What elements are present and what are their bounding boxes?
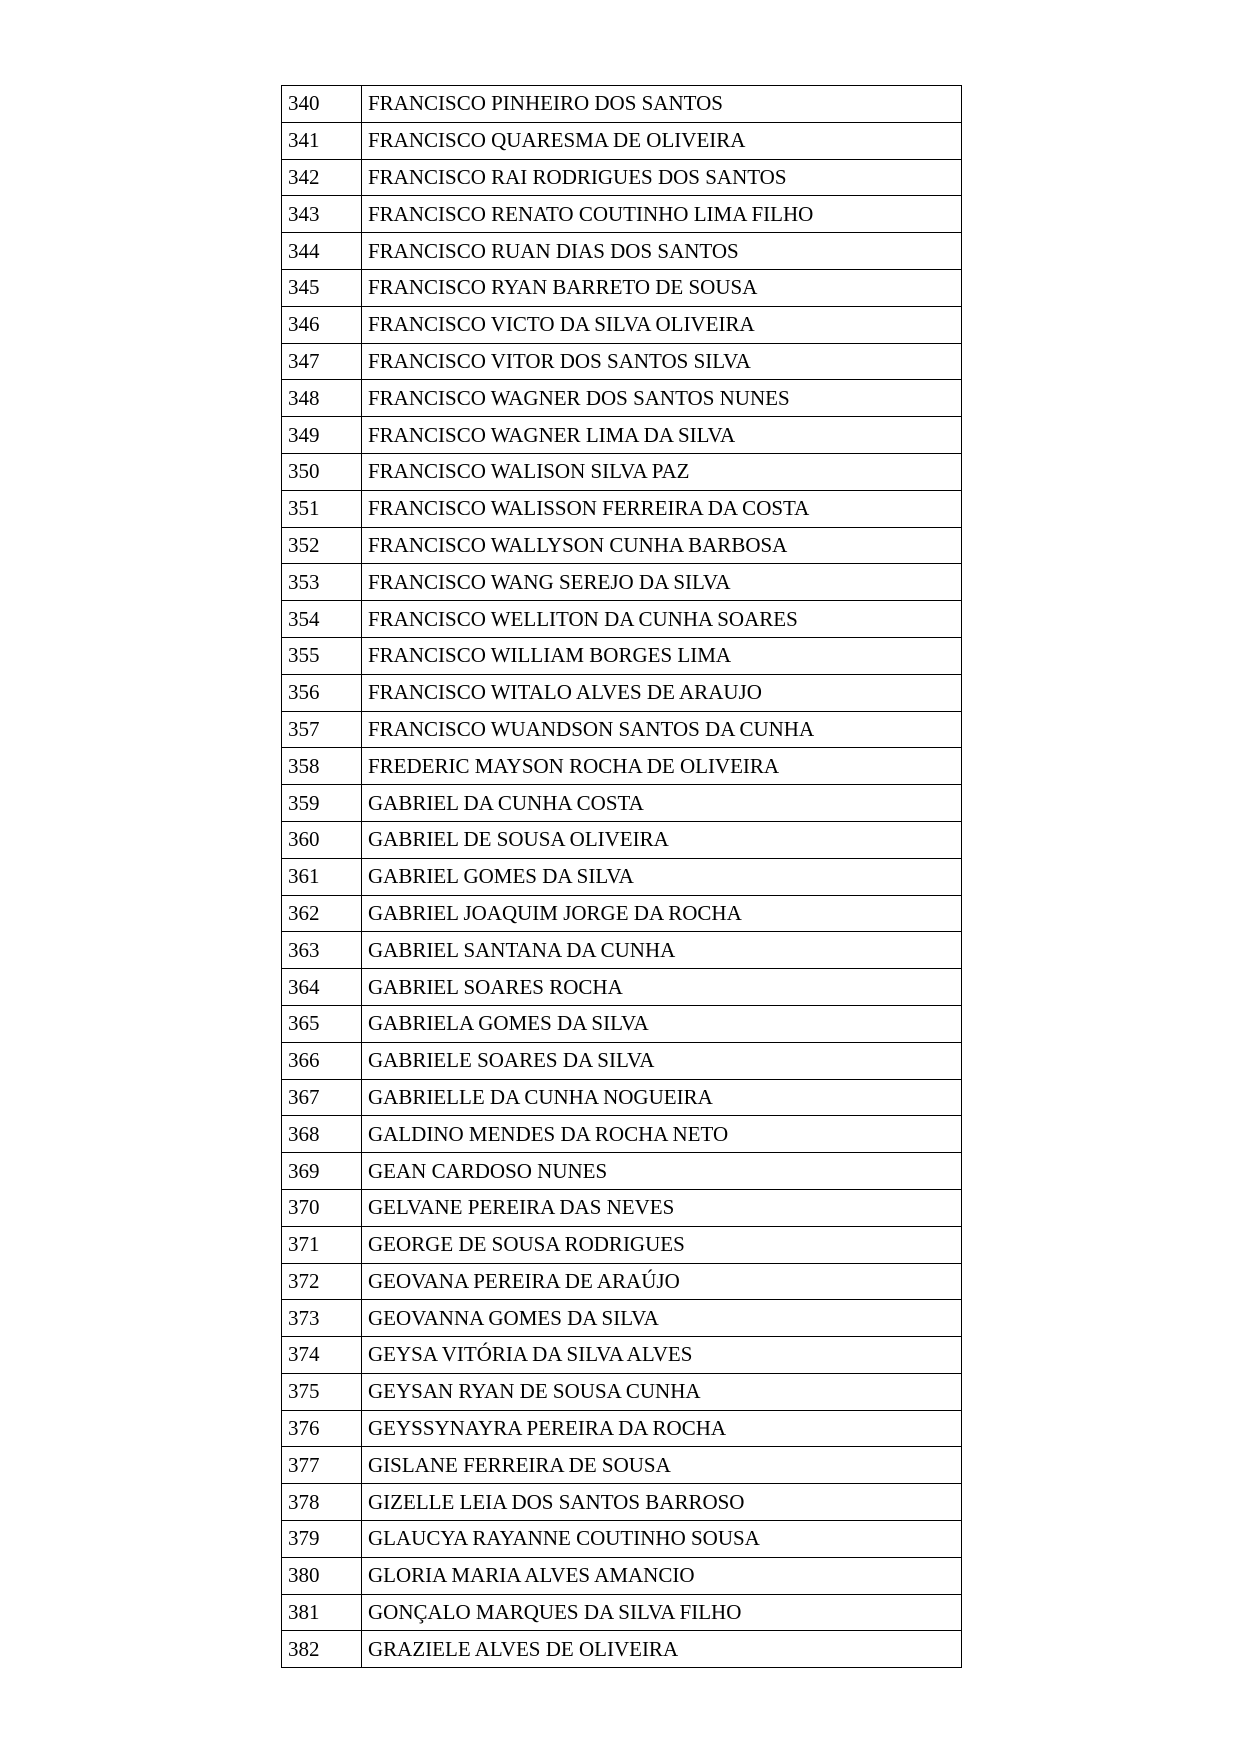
table-row: [282, 932, 962, 969]
person-name: FRANCISCO WALISON SILVA PAZ: [362, 453, 962, 490]
table-row: [282, 1300, 962, 1337]
row-number: 366: [282, 1042, 362, 1079]
person-name: GABRIEL GOMES DA SILVA: [362, 858, 962, 895]
person-name: FRANCISCO WANG SEREJO DA SILVA: [362, 564, 962, 601]
row-number: 378: [282, 1484, 362, 1521]
person-name: GABRIEL SANTANA DA CUNHA: [362, 932, 962, 969]
row-number: 370: [282, 1189, 362, 1226]
person-name: GABRIELA GOMES DA SILVA: [362, 1005, 962, 1042]
person-name: GABRIEL SOARES ROCHA: [362, 969, 962, 1006]
person-name: FRANCISCO WAGNER LIMA DA SILVA: [362, 417, 962, 454]
person-name: GABRIEL JOAQUIM JORGE DA ROCHA: [362, 895, 962, 932]
person-name: FREDERIC MAYSON ROCHA DE OLIVEIRA: [362, 748, 962, 785]
table-row: [282, 821, 962, 858]
table-row: [282, 1005, 962, 1042]
table-row: [282, 711, 962, 748]
table-row: [282, 490, 962, 527]
person-name: FRANCISCO QUARESMA DE OLIVEIRA: [362, 122, 962, 159]
person-name: FRANCISCO WUANDSON SANTOS DA CUNHA: [362, 711, 962, 748]
table-row: [282, 1042, 962, 1079]
row-number: 364: [282, 969, 362, 1006]
person-name: FRANCISCO WALLYSON CUNHA BARBOSA: [362, 527, 962, 564]
row-number: 373: [282, 1300, 362, 1337]
person-name: GABRIELE SOARES DA SILVA: [362, 1042, 962, 1079]
person-name: FRANCISCO WALISSON FERREIRA DA COSTA: [362, 490, 962, 527]
row-number: 358: [282, 748, 362, 785]
row-number: 344: [282, 233, 362, 270]
person-name: GIZELLE LEIA DOS SANTOS BARROSO: [362, 1484, 962, 1521]
table-row: [282, 269, 962, 306]
table-row: [282, 1484, 962, 1521]
table-row: [282, 785, 962, 822]
row-number: 380: [282, 1557, 362, 1594]
person-name: GEYSSYNAYRA PEREIRA DA ROCHA: [362, 1410, 962, 1447]
table-row: [282, 417, 962, 454]
row-number: 348: [282, 380, 362, 417]
table-row: [282, 306, 962, 343]
row-number: 368: [282, 1116, 362, 1153]
row-number: 351: [282, 490, 362, 527]
row-number: 350: [282, 453, 362, 490]
row-number: 367: [282, 1079, 362, 1116]
person-name: FRANCISCO WILLIAM BORGES LIMA: [362, 637, 962, 674]
row-number: 361: [282, 858, 362, 895]
person-name: GEOVANNA GOMES DA SILVA: [362, 1300, 962, 1337]
row-number: 377: [282, 1447, 362, 1484]
table-row: [282, 233, 962, 270]
row-number: 375: [282, 1373, 362, 1410]
table-row: [282, 1373, 962, 1410]
row-number: 342: [282, 159, 362, 196]
table-row: [282, 1189, 962, 1226]
table-row: [282, 1153, 962, 1190]
row-number: 372: [282, 1263, 362, 1300]
table-row: [282, 1557, 962, 1594]
row-number: 379: [282, 1521, 362, 1558]
table-row: [282, 527, 962, 564]
row-number: 381: [282, 1594, 362, 1631]
row-number: 341: [282, 122, 362, 159]
person-name: FRANCISCO RUAN DIAS DOS SANTOS: [362, 233, 962, 270]
person-name: FRANCISCO VITOR DOS SANTOS SILVA: [362, 343, 962, 380]
row-number: 357: [282, 711, 362, 748]
table-row: [282, 159, 962, 196]
person-name: GABRIELLE DA CUNHA NOGUEIRA: [362, 1079, 962, 1116]
row-number: 363: [282, 932, 362, 969]
row-number: 355: [282, 637, 362, 674]
row-number: 369: [282, 1153, 362, 1190]
row-number: 365: [282, 1005, 362, 1042]
row-number: 362: [282, 895, 362, 932]
row-number: 353: [282, 564, 362, 601]
person-name: GEOVANA PEREIRA DE ARAÚJO: [362, 1263, 962, 1300]
table-row: [282, 1631, 962, 1668]
person-name: GALDINO MENDES DA ROCHA NETO: [362, 1116, 962, 1153]
row-number: 374: [282, 1337, 362, 1374]
row-number: 382: [282, 1631, 362, 1668]
row-number: 352: [282, 527, 362, 564]
names-table-body: [282, 86, 962, 1668]
person-name: GABRIEL DE SOUSA OLIVEIRA: [362, 821, 962, 858]
person-name: GEAN CARDOSO NUNES: [362, 1153, 962, 1190]
table-row: [282, 748, 962, 785]
person-name: GLORIA MARIA ALVES AMANCIO: [362, 1557, 962, 1594]
table-row: [282, 1594, 962, 1631]
person-name: GEYSAN RYAN DE SOUSA CUNHA: [362, 1373, 962, 1410]
table-row: [282, 1226, 962, 1263]
person-name: GEYSA VITÓRIA DA SILVA ALVES: [362, 1337, 962, 1374]
table-row: [282, 1410, 962, 1447]
table-row: [282, 86, 962, 123]
person-name: GELVANE PEREIRA DAS NEVES: [362, 1189, 962, 1226]
row-number: 356: [282, 674, 362, 711]
person-name: GEORGE DE SOUSA RODRIGUES: [362, 1226, 962, 1263]
row-number: 347: [282, 343, 362, 380]
table-row: [282, 895, 962, 932]
table-row: [282, 969, 962, 1006]
row-number: 349: [282, 417, 362, 454]
table-row: [282, 674, 962, 711]
person-name: GRAZIELE ALVES DE OLIVEIRA: [362, 1631, 962, 1668]
table-row: [282, 1447, 962, 1484]
table-row: [282, 1079, 962, 1116]
row-number: 376: [282, 1410, 362, 1447]
row-number: 359: [282, 785, 362, 822]
person-name: FRANCISCO WITALO ALVES DE ARAUJO: [362, 674, 962, 711]
table-row: [282, 1521, 962, 1558]
row-number: 360: [282, 821, 362, 858]
table-row: [282, 122, 962, 159]
row-number: 340: [282, 86, 362, 123]
person-name: FRANCISCO RENATO COUTINHO LIMA FILHO: [362, 196, 962, 233]
person-name: GABRIEL DA CUNHA COSTA: [362, 785, 962, 822]
table-row: [282, 637, 962, 674]
person-name: FRANCISCO WELLITON DA CUNHA SOARES: [362, 601, 962, 638]
table-row: [282, 1263, 962, 1300]
table-row: [282, 858, 962, 895]
row-number: 346: [282, 306, 362, 343]
table-row: [282, 343, 962, 380]
person-name: FRANCISCO RAI RODRIGUES DOS SANTOS: [362, 159, 962, 196]
person-name: FRANCISCO PINHEIRO DOS SANTOS: [362, 86, 962, 123]
person-name: FRANCISCO VICTO DA SILVA OLIVEIRA: [362, 306, 962, 343]
row-number: 345: [282, 269, 362, 306]
table-row: [282, 380, 962, 417]
person-name: FRANCISCO RYAN BARRETO DE SOUSA: [362, 269, 962, 306]
table-row: [282, 1337, 962, 1374]
person-name: GONÇALO MARQUES DA SILVA FILHO: [362, 1594, 962, 1631]
row-number: 371: [282, 1226, 362, 1263]
table-row: [282, 196, 962, 233]
names-table: [281, 85, 962, 1668]
table-row: [282, 1116, 962, 1153]
person-name: FRANCISCO WAGNER DOS SANTOS NUNES: [362, 380, 962, 417]
person-name: GISLANE FERREIRA DE SOUSA: [362, 1447, 962, 1484]
row-number: 354: [282, 601, 362, 638]
table-row: [282, 564, 962, 601]
table-row: [282, 601, 962, 638]
row-number: 343: [282, 196, 362, 233]
person-name: GLAUCYA RAYANNE COUTINHO SOUSA: [362, 1521, 962, 1558]
table-row: [282, 453, 962, 490]
